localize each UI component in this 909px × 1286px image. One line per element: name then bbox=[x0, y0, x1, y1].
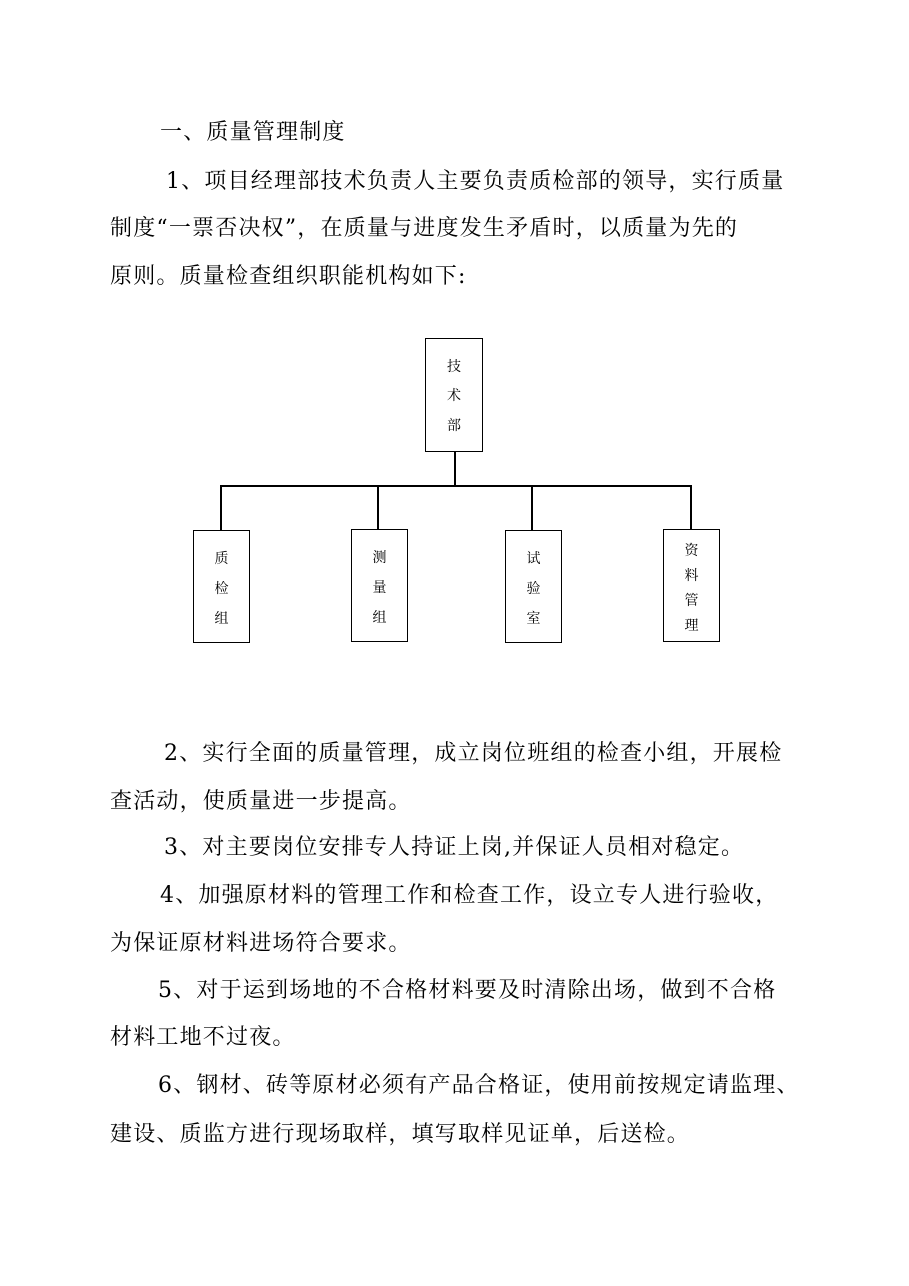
org-box-records-mgmt bbox=[663, 529, 720, 642]
org-box-3-char-1: 试 bbox=[526, 551, 541, 567]
item5-line1: 5、对于运到场地的不合格材料要及时清除出场，做到不合格 bbox=[158, 978, 777, 1003]
org-box-lab bbox=[505, 530, 562, 643]
org-box-2-char-1: 测 bbox=[372, 550, 387, 566]
connector-branch-1 bbox=[220, 485, 222, 530]
org-box-2-char-3: 组 bbox=[372, 610, 387, 626]
org-box-4-char-3: 管 bbox=[684, 593, 699, 609]
section-heading: 一、质量管理制度 bbox=[160, 120, 346, 145]
connector-branch-2 bbox=[377, 485, 379, 529]
org-box-tech-char-2: 术 bbox=[447, 388, 461, 404]
item4-line1: 4、加强原材料的管理工作和检查工作，设立专人进行验收， bbox=[160, 883, 779, 908]
item3-line1: 3、对主要岗位安排专人持证上岗,并保证人员相对稳定。 bbox=[164, 835, 745, 860]
org-box-1-char-1: 质 bbox=[214, 551, 229, 567]
org-box-3-char-3: 室 bbox=[526, 611, 541, 627]
item2-line1: 2、实行全面的质量管理，成立岗位班组的检查小组，开展检 bbox=[164, 741, 783, 766]
org-box-4-char-2: 料 bbox=[684, 568, 699, 584]
item4-line2: 为保证原材料进场符合要求。 bbox=[110, 931, 412, 956]
org-box-tech-dept bbox=[425, 338, 483, 452]
org-box-quality-group bbox=[193, 530, 250, 643]
org-box-1-char-3: 组 bbox=[214, 611, 229, 627]
item6-line1: 6、钢材、砖等原材必须有产品合格证，使用前按规定请监理、 bbox=[158, 1073, 800, 1098]
connector-horizontal bbox=[220, 485, 692, 487]
item1-line2: 制度“一票否决权”，在质量与进度发生矛盾时，以质量为先的 bbox=[110, 216, 739, 241]
item2-line2: 查活动，使质量进一步提高。 bbox=[110, 789, 412, 814]
item5-line2: 材料工地不过夜。 bbox=[110, 1025, 296, 1050]
org-box-1-char-2: 检 bbox=[214, 581, 229, 597]
org-box-4-char-1: 资 bbox=[684, 543, 699, 559]
connector-branch-4 bbox=[690, 485, 692, 529]
org-box-2-char-2: 量 bbox=[372, 580, 387, 596]
item1-line1: 1、项目经理部技术负责人主要负责质检部的领导，实行质量 bbox=[166, 169, 785, 194]
org-box-tech-char-1: 技 bbox=[447, 359, 461, 375]
item1-line3: 原则。质量检查组织职能机构如下: bbox=[110, 264, 467, 289]
connector-trunk bbox=[454, 452, 456, 486]
org-box-4-char-4: 理 bbox=[684, 618, 699, 634]
org-box-3-char-2: 验 bbox=[526, 581, 541, 597]
org-box-survey-group bbox=[351, 529, 408, 642]
item6-line2: 建设、质监方进行现场取样，填写取样见证单，后送检。 bbox=[110, 1122, 691, 1147]
connector-branch-3 bbox=[531, 485, 533, 530]
org-box-tech-char-3: 部 bbox=[447, 418, 461, 434]
